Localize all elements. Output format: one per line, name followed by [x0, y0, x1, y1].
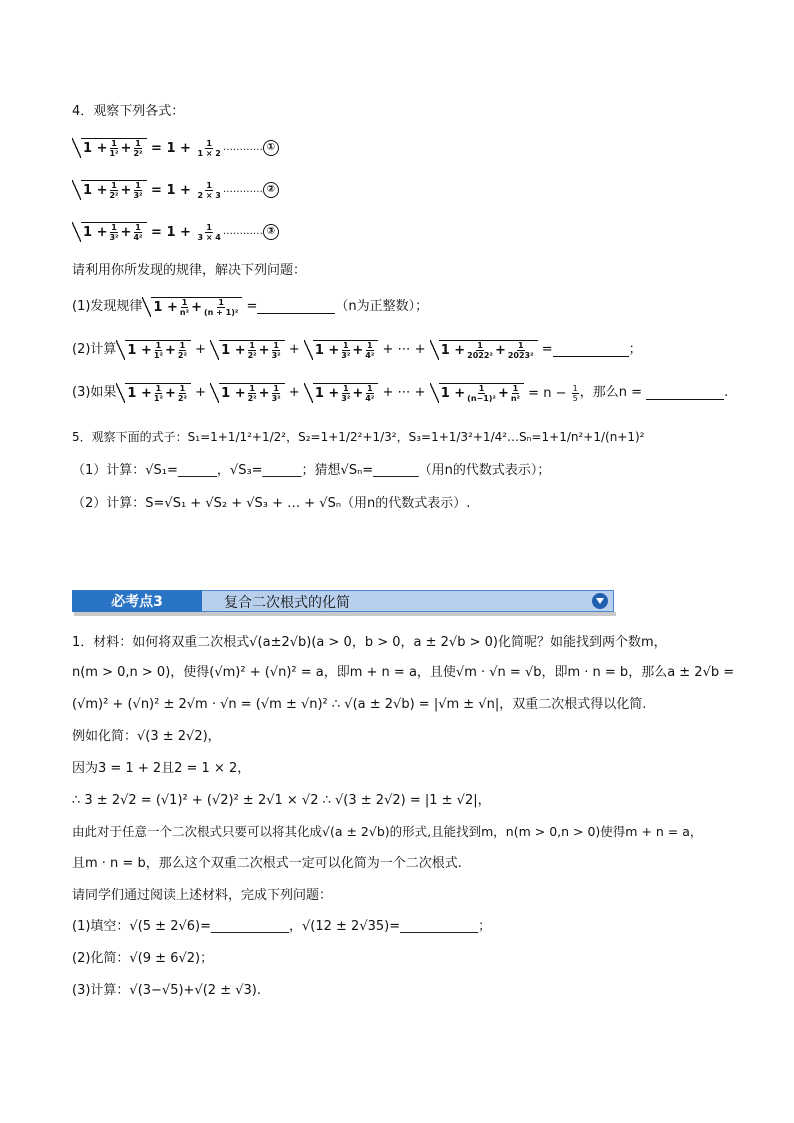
material-line-5: 因为3 = 1 + 2且2 = 1 × 2，	[72, 761, 251, 776]
answer-blank[interactable]	[646, 386, 724, 400]
equation-1: 1 + $\frac{1}{\text{1²}}$ + $\frac{1}{\text{2²}}$ = 1 + $\frac{1}{1 \times 2}$ ………… ①	[72, 138, 279, 158]
dots: …………	[222, 226, 263, 237]
q5-part1: （1）计算：√S₁=______，√S₃=______；猜想√Sₙ=_______（用n的代数式表示）；	[72, 463, 551, 478]
answer-blank[interactable]	[553, 343, 629, 357]
material-line-2: n(m > 0,n > 0)，使得(√m)² + (√n)² = a，即m + n = a，且使√m · √n = √b，即m · n = b，那么a ± 2√b =	[72, 665, 735, 680]
period: .	[724, 385, 729, 400]
part3-suffix: ，那么n =	[579, 385, 642, 400]
part3-prefix: (3)如果	[72, 385, 117, 400]
material-line-9: 请同学们通过阅读上述材料，完成下列问题：	[72, 888, 333, 903]
q4-part2: (2)计算 1 + $\frac{1}{\text{1²}}$ + $\frac{1}{\text{2²}}$ + 1 + $\frac{1}{\text{2²}}$ + $\frac{1}{\text{3²}}$ + 1 + $\frac{1}{\text{3²}}$ + $\frac{1}{\text{4²}}$ + ⋯ + 1 + $\frac{1}{\text{2022²}}$ + $\frac{1}{\text{2023²}}$ = ；	[72, 341, 642, 360]
material-line-11: (2)化简：√(9 ± 6√2)；	[72, 951, 214, 966]
part2-prefix: (2)计算	[72, 342, 117, 357]
part1-prefix: (1)发现规律	[72, 299, 143, 314]
material-line-7: 由此对于任意一个二次根式只要可以将其化成√(a ± 2√b)的形式,且能找到m，n(m > 0,n > 0)使得m + n = a，	[72, 824, 703, 839]
banner-title: 复合二次根式的化简	[224, 595, 350, 611]
circled-mark-2: ②	[263, 182, 279, 198]
material-line-1: 1．材料：如何将双重二次根式√(a±2√b)(a > 0，b > 0，a ± 2√b > 0)化简呢？如能找到两个数m，	[72, 635, 667, 650]
banner-tag: 必考点3	[72, 590, 202, 612]
material-line-6: ∴ 3 ± 2√2 = (√1)² + (√2)² ± 2√1 × √2 ∴ √(3 ± 2√2) = |1 ± √2|，	[72, 793, 491, 808]
circled-mark-3: ③	[263, 224, 279, 240]
material-line-12: (3)计算：√(3−√5)+√(2 ± √3).	[72, 983, 261, 998]
q4-prompt: 请利用你所发现的规律，解决下列问题：	[72, 263, 307, 278]
answer-blank[interactable]	[257, 300, 335, 314]
q5-part2: （2）计算：S=√S₁ + √S₂ + √S₃ + … + √Sₙ（用n的代数式表示）.	[72, 496, 471, 511]
dots: …………	[222, 142, 263, 153]
q4-part3: (3)如果 1 + $\frac{1}{\text{1²}}$ + $\frac{1}{\text{2²}}$ + 1 + $\frac{1}{\text{2²}}$ + $\frac{1}{\text{3²}}$ + 1 + $\frac{1}{\text{3²}}$ + $\frac{1}{\text{4²}}$ + ⋯ + 1 + $\frac{1}{\text{(n−1)²}}$ + $\frac{1}{\text{n²}}$ = n − $\frac{1}{5}$ ，那么n = .	[72, 383, 729, 403]
equation-3: 1 + $\frac{1}{\text{3²}}$ + $\frac{1}{\text{4²}}$ = 1 + $\frac{1}{3 \times 4}$ ………… ③	[72, 222, 279, 242]
collapse-arrow-icon[interactable]	[592, 593, 608, 609]
circled-mark-1: ①	[263, 140, 279, 156]
material-line-4: 例如化简：√(3 ± 2√2)，	[72, 729, 221, 744]
equation-2: 1 + $\frac{1}{\text{2²}}$ + $\frac{1}{\text{3²}}$ = 1 + $\frac{1}{2 \times 3}$ ………… ②	[72, 180, 279, 200]
material-line-10: (1)填空：√(5 ± 2√6)=____________，√(12 ± 2√35)=____________；	[72, 919, 492, 934]
q4-part1: (1)发现规律 1 + $\frac{1}{\text{n²}}$ + $\frac{1}{\text{(n + 1)²}}$ = （n为正整数）；	[72, 298, 429, 317]
q4-heading: 4．观察下列各式：	[72, 104, 185, 119]
material-line-8: 且m · n = b，那么这个双重二次根式一定可以化简为一个二次根式.	[72, 856, 462, 871]
section-banner	[72, 590, 614, 612]
part1-suffix: （n为正整数）；	[335, 299, 429, 314]
q5-heading: 5．观察下面的式子：S₁=1+1/1²+1/2²，S₂=1+1/2²+1/3²，S₃=1+1/3²+1/4²…Sₙ=1+1/n²+1/(n+1)²	[72, 430, 645, 444]
dots: …………	[222, 184, 263, 195]
material-line-3: (√m)² + (√n)² ± 2√m · √n = (√m ± √n)² ∴ √(a ± 2√b) = |√m ± √n|，双重二次根式得以化简.	[72, 697, 647, 712]
